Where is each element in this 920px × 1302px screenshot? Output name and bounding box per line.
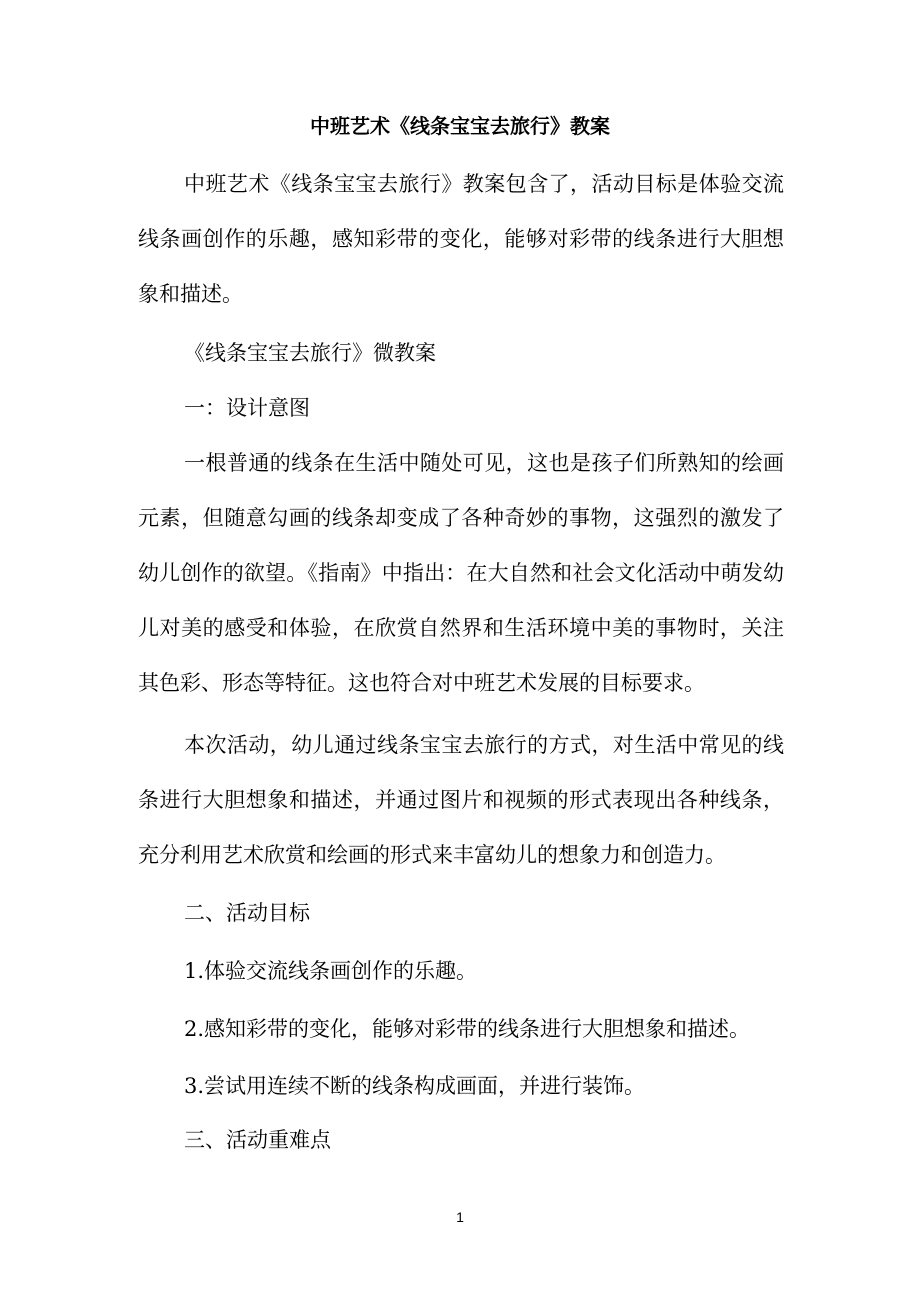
section1-paragraph-1: 一根普通的线条在生活中随处可见，这也是孩子们所熟知的绘画元素，但随意勾画的线条却变成了各种奇妙的事物，这强烈的激发了幼儿创作的欲望。《指南》中指出：在大自然和社会文化活动中萌发幼儿对美的感受和体验，在欣赏自然界和生活环境中美的事物时，关注其色彩、形态等特征。这也符合对中班艺术发展的目标要求。	[138, 451, 784, 695]
document-title: 中班艺术《线条宝宝去旅行》教案	[310, 114, 610, 138]
section3-heading: 三、活动重难点	[184, 1128, 331, 1152]
goal-item-3: 3.尝试用连续不断的线条构成画面，并进行装饰。	[184, 1074, 646, 1098]
goal-item-2: 2.感知彩带的变化，能够对彩带的线条进行大胆想象和描述。	[184, 1017, 751, 1041]
page-number: 1	[456, 1209, 464, 1225]
intro-paragraph: 中班艺术《线条宝宝去旅行》教案包含了，活动目标是体验交流线条画创作的乐趣，感知彩带的变化，能够对彩带的线条进行大胆想象和描述。	[138, 172, 784, 306]
section1-paragraph-2: 本次活动，幼儿通过线条宝宝去旅行的方式，对生活中常见的线条进行大胆想象和描述，并通过图片和视频的形式表现出各种线条，充分利用艺术欣赏和绘画的形式来丰富幼儿的想象力和创造力。	[138, 733, 784, 867]
section1-heading: 一：设计意图	[184, 396, 310, 420]
section2-heading: 二、活动目标	[184, 901, 310, 925]
subtitle: 《线条宝宝去旅行》微教案	[184, 341, 436, 365]
goal-item-1: 1.体验交流线条画创作的乐趣。	[184, 959, 478, 983]
